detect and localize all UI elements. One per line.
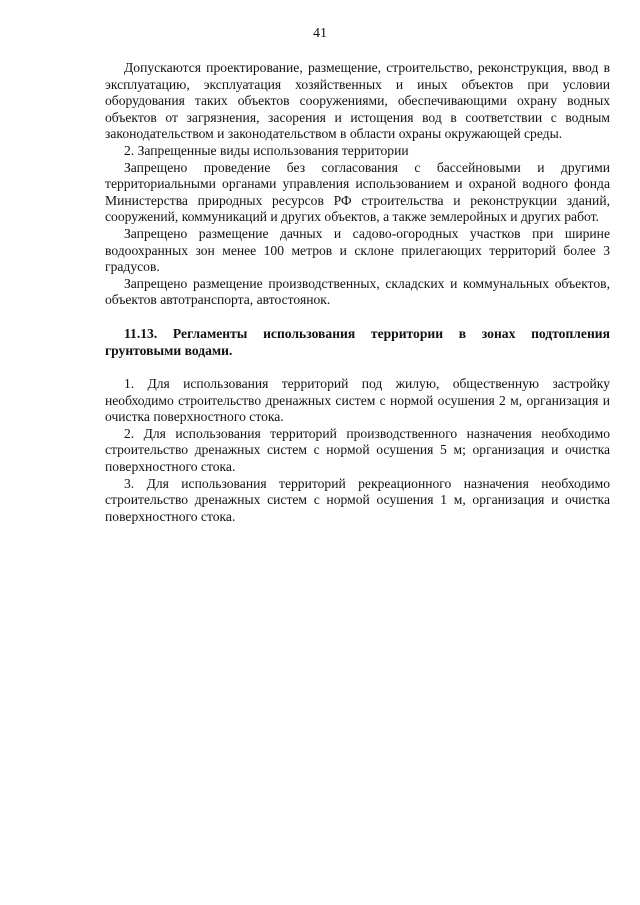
paragraph-permitted-activities: Допускаются проектирование, размещение, строительство, реконструкция, ввод в эксплуатацию, эксплуатация хозяйственных и иных объектов при условии оборудования таких объектов сооружениями, обеспечивающими охрану водных объектов от загрязнения, засорения и истощения вод в соответствии с водным законодательством и законодательством в области охраны окружающей среды. [105, 60, 610, 142]
paragraph-prohibited-dacha-plots: Запрещено размещение дачных и садово-огородных участков при ширине водоохранных зон менее 100 метров и склоне прилегающих территорий более 3 градусов. [105, 225, 610, 275]
paragraph-prohibited-industrial: Запрещено размещение производственных, складских и коммунальных объектов, объектов автотранспорта, автостоянок. [105, 275, 610, 308]
section-heading-11-13: 11.13. Регламенты использования территории в зонах подтопления грунтовыми водами. [105, 325, 610, 358]
page-content [105, 60, 610, 525]
paragraph-industrial-drainage: 2. Для использования территорий производственного назначения необходимо строительство дренажных систем с нормой осушения 5 м; организация и очистка поверхностного стока. [105, 425, 610, 475]
paragraph-prohibited-uses-title: 2. Запрещенные виды использования территории [124, 142, 409, 158]
page-number: 41 [313, 26, 327, 41]
paragraph-recreational-drainage: 3. Для использования территорий рекреационного назначения необходимо строительство дренажных систем с нормой осушения 1 м, организация и очистка поверхностного стока. [105, 475, 610, 524]
paragraph-prohibited-construction: Запрещено проведение без согласования с бассейновыми и другими территориальными органами управления использованием и охраной водного фонда Министерства природных ресурсов РФ строительства и реконструкции зданий, сооружений, коммуникаций и других объектов, а также землеройных и других работ. [105, 159, 610, 225]
paragraph-residential-drainage: 1. Для использования территорий под жилую, общественную застройку необходимо строительство дренажных систем с нормой осушения 2 м, организация и очистка поверхностного стока. [105, 376, 610, 425]
